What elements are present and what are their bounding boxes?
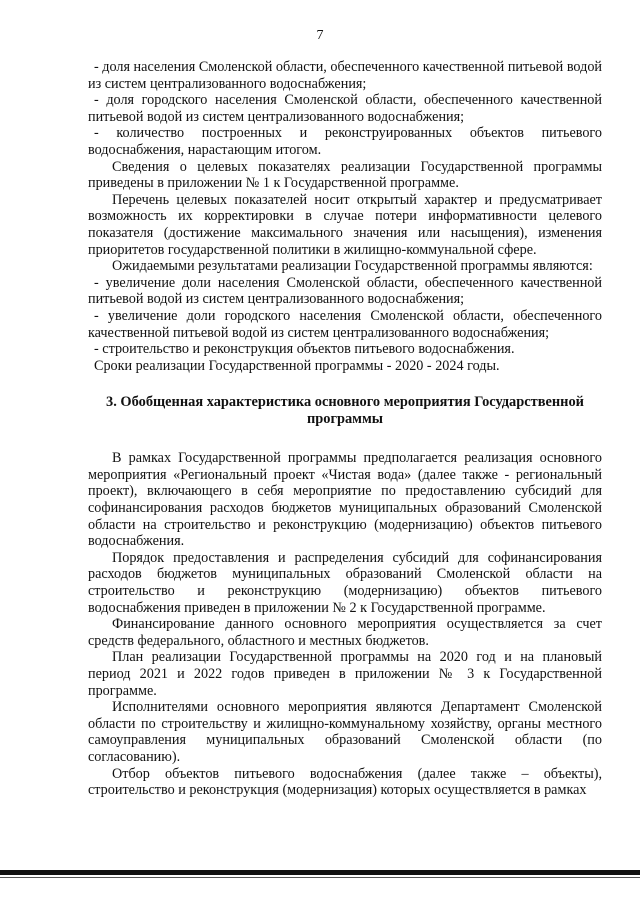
indicator-item: - доля городского населения Смоленской области, обеспеченного качественной питьевой водой из систем централизованного водоснабжения; [88, 92, 602, 125]
paragraph: Исполнителями основного мероприятия являются Департамент Смоленской области по строительству и жилищно-коммунальному хозяйству, органы местного самоуправления муниципальных образований Смоленской области (по согласованию). [88, 699, 602, 765]
footer-divider-thin [0, 877, 640, 878]
paragraph: В рамках Государственной программы предполагается реализация основного мероприятия «Региональный проект «Чистая вода» (далее также - региональный проект), включающего в себя мероприятие по предоставлению субсидий для софинансирования расходов бюджетов муниципальных образований Смоленской области на строительство и реконструкцию (модернизацию) объектов питьевого водоснабжения. [88, 450, 602, 550]
footer-divider [0, 870, 640, 875]
result-item: - строительство и реконструкция объектов питьевого водоснабжения. [94, 341, 515, 358]
paragraph: Порядок предоставления и распределения субсидий для софинансирования расходов бюджетов муниципальных образований Смоленской области на строительство и реконструкцию (модернизацию) объектов питьевого водоснабжения приведен в приложении № 2 к Государственной программе. [88, 549, 602, 616]
result-item: - увеличение доли населения Смоленской области, обеспеченного качественной питьевой водой из систем централизованного водоснабжения; [88, 274, 602, 308]
paragraph: План реализации Государственной программы на 2020 год и на плановый период 2021 и 2022 годов приведен в приложении № 3 к Государственной программе. [88, 649, 602, 699]
paragraph: Финансирование данного основного мероприятия осуществляется за счет средств федерального, областного и местных бюджетов. [88, 616, 602, 649]
result-item: - увеличение доли городского населения Смоленской области, обеспеченного качественной питьевой водой из систем централизованного водоснабжения; [88, 307, 602, 341]
paragraph: Перечень целевых показателей носит открытый характер и предусматривает возможность их корректировки в случае потери информативности целевого показателя (достижение максимального значения или насыщения), изменения приоритетов государственной политики в жилищно-коммунальной сфере. [88, 191, 602, 258]
page-number: 7 [316, 28, 324, 43]
section-heading: 3. Обобщенная характеристика основного мероприятия Государственной программы [106, 394, 584, 428]
paragraph: Сроки реализации Государственной программы - 2020 - 2024 годы. [94, 357, 500, 374]
indicator-item: - количество построенных и реконструированных объектов питьевого водоснабжения, нарастающим итогом. [88, 125, 602, 158]
indicator-item: - доля населения Смоленской области, обеспеченного качественной питьевой водой из систем централизованного водоснабжения; [88, 59, 603, 92]
paragraph: Ожидаемыми результатами реализации Государственной программы являются: [112, 258, 593, 275]
paragraph: Сведения о целевых показателях реализации Государственной программы приведены в приложении № 1 к Государственной программе. [88, 158, 602, 192]
document-body [88, 59, 602, 799]
paragraph: Отбор объектов питьевого водоснабжения (далее также – объекты), строительство и реконструкция (модернизация) которых осуществляется в рамках [88, 765, 602, 799]
